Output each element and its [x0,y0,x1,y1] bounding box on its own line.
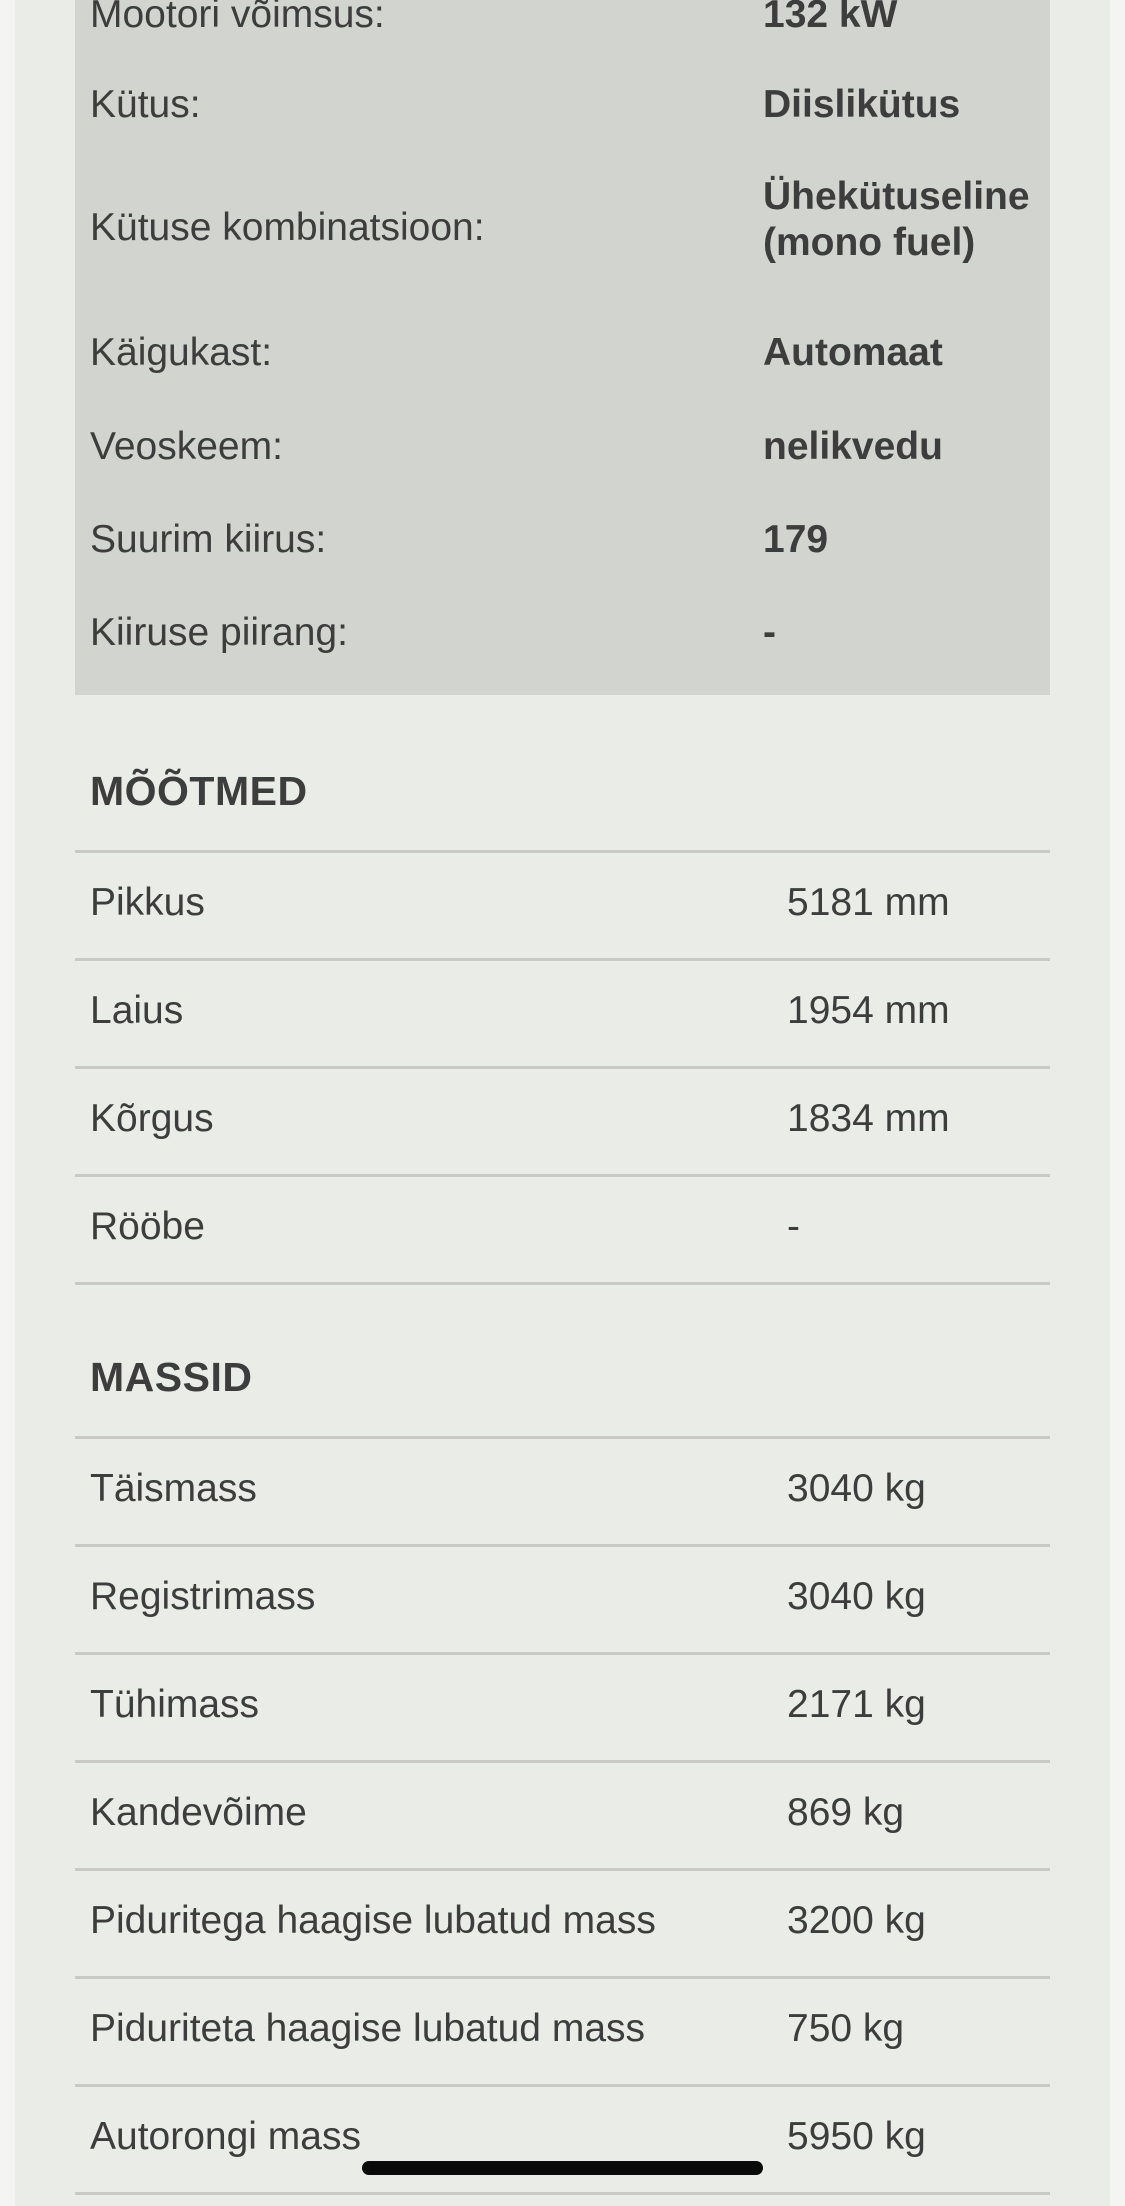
row-label: Tühimass [90,1683,260,1726]
row-value: 1954 mm [787,989,950,1032]
table-row [75,1066,1050,1174]
row-value: 750 kg [787,2007,905,2050]
table-row [75,1976,1050,2084]
row-value: 5181 mm [787,881,950,924]
row-value: 2171 kg [787,1683,926,1726]
table-row [75,1436,1050,1544]
section-title-masses: MASSID [90,1354,253,1400]
row-label: Piduriteta haagise lubatud mass [90,2007,646,2050]
page-background [15,0,1110,2206]
row-value: 3040 kg [787,1467,926,1510]
spec-value: 132 kW [763,0,898,36]
spec-value: nelikvedu [763,425,943,468]
table-row [75,958,1050,1066]
row-label: Autorongi mass [90,2115,361,2158]
row-label: Pikkus [90,881,205,924]
section-title-dimensions: MÕÕTMED [90,768,308,814]
row-label: Rööbe [90,1205,205,1248]
row-value: 5950 kg [787,2115,926,2158]
table-row [75,1652,1050,1760]
spec-label: Kütus: [90,83,201,126]
row-label: Kandevõime [90,1791,307,1834]
content-column [75,0,1050,2158]
row-label: Piduritega haagise lubatud mass [90,1899,656,1942]
spec-label: Kiiruse piirang: [90,611,348,654]
table-row [75,2084,1050,2195]
row-value: - [787,1205,800,1248]
spec-row-fuel-combination [75,174,1050,266]
spec-value-line: (mono fuel) [763,221,976,264]
table-row [75,1544,1050,1652]
spec-label: Suurim kiirus: [90,518,327,561]
row-value: 3040 kg [787,1575,926,1618]
spec-value: Diislikütus [763,83,961,126]
dimensions-table [75,850,1050,1285]
spec-value: Automaat [763,331,943,374]
row-value: 3200 kg [787,1899,926,1942]
spec-value-line: Ühekütuseline [763,175,1030,218]
spec-value: 179 [763,518,829,561]
table-row [75,1760,1050,1868]
spec-label: Mootori võimsus: [90,0,385,36]
row-value: 1834 mm [787,1097,950,1140]
spec-label: Käigukast: [90,331,273,374]
masses-table [75,1436,1050,2195]
row-label: Laius [90,989,184,1032]
engine-spec-box [75,0,1050,695]
row-label: Täismass [90,1467,257,1510]
spec-label: Kütuse kombinatsioon: [90,206,485,249]
spec-label: Veoskeem: [90,425,283,468]
row-value: 869 kg [787,1791,905,1834]
row-label: Registrimass [90,1575,316,1618]
table-row [75,1868,1050,1976]
table-row [75,850,1050,958]
row-label: Kõrgus [90,1097,214,1140]
spec-value: - [763,611,776,654]
home-indicator[interactable] [362,2161,763,2175]
spec-value [763,174,1030,266]
table-row [75,1174,1050,1285]
